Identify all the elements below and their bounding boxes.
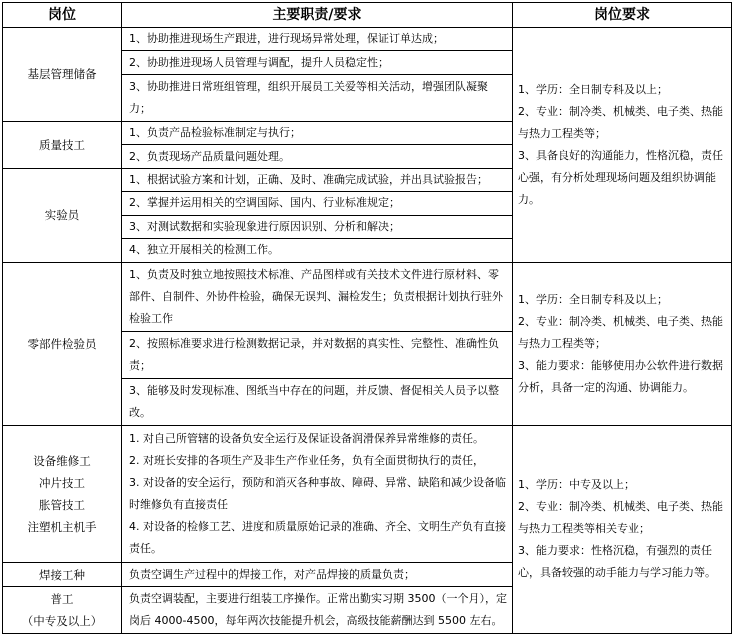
duty-cell: 负责空调生产过程中的焊接工作，对产品焊接的质量负责；: [122, 563, 513, 586]
duty-item: 4. 对设备的检修工艺、进度和质量原始记录的准确、齐全、文明生产负有直接责任。: [129, 520, 506, 556]
duty-cell: 3、协助推进日常班组管理，组织开展员工关爱等相关活动，增强团队凝聚力；: [122, 74, 513, 121]
duty-cell: 2、协助推进现场人员管理与调配，提升人员稳定性；: [122, 51, 513, 74]
position-cell: [3, 262, 122, 425]
requirement-item: 3、具备良好的沟通能力，性格沉稳，责任心强，有分析处理现场问题及组织协调能力。: [518, 148, 723, 206]
table-row: [3, 425, 732, 563]
duty-cell: 3、对测试数据和实验现象进行原因识别、分析和解决；: [122, 215, 513, 238]
requirement-item: 2、专业：制冷类、机械类、电子类、热能与热力工程类等；: [518, 314, 723, 350]
position-name: 设备维修工: [33, 454, 91, 469]
duty-cell: 2、按照标准要求进行检测数据记录，并对数据的真实性、完整性、准确性负责；: [122, 331, 513, 378]
position-name: 焊接工种: [39, 567, 85, 582]
duty-cell: 2、负责现场产品质量问题处理。: [122, 145, 513, 168]
position-cell: [3, 28, 122, 122]
position-cell: [3, 586, 122, 633]
position-name: 实验员: [44, 208, 80, 223]
requirements-cell: [513, 262, 732, 425]
duty-cell: 负责空调装配，主要进行组装工序操作。正常出勤实习期 3500（一个月），定岗后 4000-4500，每年两次技能提升机会，高级技能薪酬达到 5500 左右。: [122, 586, 513, 633]
position-cell: [3, 425, 122, 563]
requirement-item: 1、学历：中专及以上；: [518, 478, 635, 492]
table-row: [3, 262, 732, 331]
requirements-cell: [513, 425, 732, 633]
position-name: 基层管理储备: [27, 67, 97, 82]
duty-item: 3. 对设备的安全运行，预防和消灭各种事故、障碍、异常、缺陷和减少设备临时维修负有直接责任: [129, 476, 506, 512]
position-name: （中专及以上）: [21, 613, 103, 628]
header-requirements: 岗位要求: [513, 3, 732, 28]
position-name: 冲片技工: [39, 476, 85, 491]
requirement-item: 2、专业：制冷类、机械类、电子类、热能与热力工程类等；: [518, 104, 723, 140]
position-cell: [3, 168, 122, 262]
duty-cell: 4、独立开展相关的检测工作。: [122, 239, 513, 262]
requirement-item: 1、学历：全日制专科及以上；: [518, 292, 668, 306]
position-name: 胀管技工: [39, 498, 85, 513]
position-name: 零部件检验员: [27, 336, 97, 351]
position-name: 普工: [50, 591, 74, 606]
header-row: [3, 3, 732, 28]
header-duties: 主要职责/要求: [122, 3, 513, 28]
requirement-item: 1、学历：全日制专科及以上；: [518, 82, 668, 96]
duty-cell: [122, 425, 513, 563]
position-cell: [3, 121, 122, 168]
position-name: 注塑机主机手: [27, 520, 97, 535]
requirements-cell: [513, 28, 732, 263]
requirement-item: 2、专业：制冷类、机械类、电子类、热能与热力工程类等相关专业；: [518, 500, 723, 536]
requirement-item: 3、能力要求：能够使用办公软件进行数据分析，具备一定的沟通、协调能力。: [518, 358, 723, 394]
duty-cell: 1、负责产品检验标准制定与执行；: [122, 121, 513, 144]
position-cell: [3, 563, 122, 586]
duty-cell: 1、负责及时独立地按照技术标准、产品图样或有关技术文件进行原材料、零部件、自制件、外协件检验，确保无误判、漏检发生；负责根据计划执行驻外检验工作: [122, 262, 513, 331]
duty-cell: 3、能够及时发现标准、图纸当中存在的问题，并反馈、督促相关人员予以整改。: [122, 378, 513, 425]
header-position: 岗位: [3, 3, 122, 28]
duty-cell: 1、根据试验方案和计划，正确、及时、准确完成试验，并出具试验报告；: [122, 168, 513, 191]
table-row: [3, 28, 732, 51]
requirement-item: 3、能力要求：性格沉稳，有强烈的责任心，具备较强的动手能力与学习能力等。: [518, 544, 716, 580]
duty-cell: 1、协助推进现场生产跟进，进行现场异常处理，保证订单达成；: [122, 28, 513, 51]
position-name: 质量技工: [39, 137, 85, 152]
job-requirements-table: [2, 2, 732, 634]
duty-item: 2. 对班长安排的各项生产及非生产作业任务，负有全面贯彻执行的责任，: [129, 454, 484, 468]
duty-cell: 2、掌握并运用相关的空调国际、国内、行业标准规定；: [122, 192, 513, 215]
duty-item: 1. 对自己所管辖的设备负安全运行及保证设备润滑保养异常维修的责任。: [129, 432, 484, 446]
